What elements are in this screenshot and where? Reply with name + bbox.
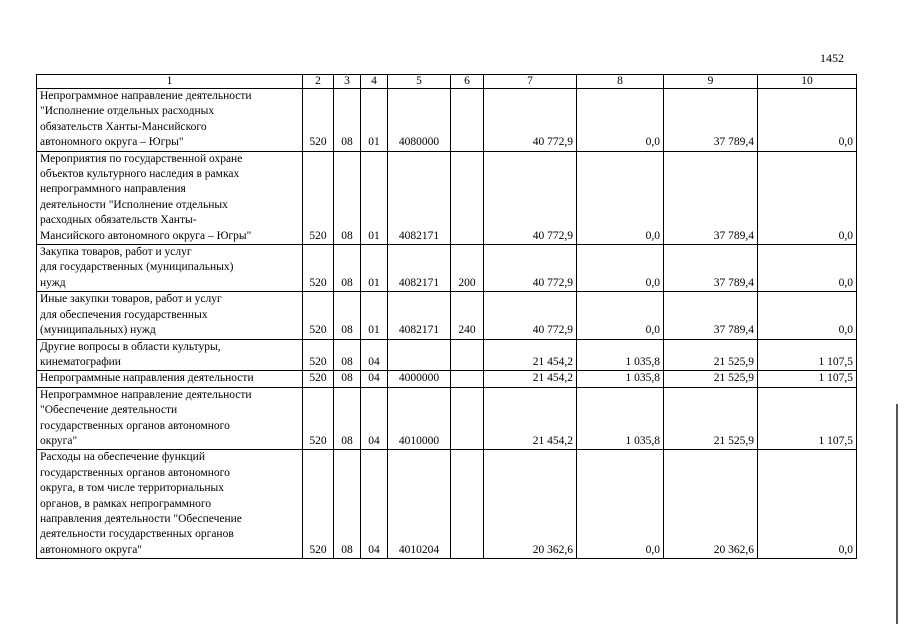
description-line: автономного округа": [40, 543, 142, 556]
cell-col-3: 08: [334, 151, 361, 244]
description-line: Мероприятия по государственной охране: [40, 152, 243, 165]
row-description: [37, 371, 303, 387]
cell-col-4: 04: [361, 339, 388, 371]
cell-col-7: 21 454,2: [484, 387, 577, 450]
cell-col-8: 0,0: [577, 151, 664, 244]
cell-col-5: [388, 339, 451, 371]
row-description: [37, 450, 303, 559]
cell-col-10: 0,0: [758, 292, 857, 339]
description-line: "Исполнение отдельных расходных: [40, 105, 215, 118]
table-row: [37, 371, 857, 387]
description-line: нужд: [40, 276, 66, 289]
cell-col-10: 0,0: [758, 450, 857, 559]
table-row: [37, 450, 857, 559]
cell-col-4: 04: [361, 371, 388, 387]
cell-col-5: 4082171: [388, 292, 451, 339]
header-cell: 3: [334, 75, 361, 89]
table-row: [37, 151, 857, 244]
cell-col-3: 08: [334, 371, 361, 387]
cell-col-6: [451, 387, 484, 450]
description-line: для государственных (муниципальных): [40, 261, 234, 274]
row-description: [37, 89, 303, 152]
cell-col-7: 21 454,2: [484, 339, 577, 371]
cell-col-6: [451, 151, 484, 244]
cell-col-8: 1 035,8: [577, 387, 664, 450]
cell-col-10: 0,0: [758, 245, 857, 292]
page-number: 1452: [820, 51, 844, 65]
description-line: государственных органов автономного: [40, 419, 230, 432]
row-description: [37, 245, 303, 292]
header-cell: 4: [361, 75, 388, 89]
cell-col-4: 01: [361, 89, 388, 152]
cell-col-6: [451, 371, 484, 387]
cell-col-2: 520: [303, 245, 334, 292]
description-line: органов, в рамках непрограммного: [40, 497, 212, 510]
header-cell: 8: [577, 75, 664, 89]
description-line: Другие вопросы в области культуры,: [40, 340, 221, 353]
description-line: (муниципальных) нужд: [40, 324, 156, 337]
cell-col-5: 4010204: [388, 450, 451, 559]
cell-col-10: 1 107,5: [758, 387, 857, 450]
cell-col-9: 37 789,4: [664, 89, 758, 152]
cell-col-10: 0,0: [758, 151, 857, 244]
cell-col-7: 40 772,9: [484, 292, 577, 339]
cell-col-5: 4082171: [388, 151, 451, 244]
cell-col-2: 520: [303, 371, 334, 387]
row-description: [37, 151, 303, 244]
cell-col-2: 520: [303, 339, 334, 371]
description-line: обязательств Ханты-Мансийского: [40, 120, 207, 133]
table-row: [37, 245, 857, 292]
cell-col-3: 08: [334, 89, 361, 152]
description-line: непрограммного направления: [40, 183, 186, 196]
header-cell: 5: [388, 75, 451, 89]
table-row: [37, 292, 857, 339]
cell-col-9: 37 789,4: [664, 245, 758, 292]
cell-col-2: 520: [303, 151, 334, 244]
cell-col-6: [451, 450, 484, 559]
cell-col-8: 0,0: [577, 292, 664, 339]
description-line: направления деятельности "Обеспечение: [40, 512, 242, 525]
cell-col-2: 520: [303, 387, 334, 450]
description-line: деятельности "Исполнение отдельных: [40, 198, 228, 211]
cell-col-7: 20 362,6: [484, 450, 577, 559]
cell-col-5: 4000000: [388, 371, 451, 387]
cell-col-5: 4010000: [388, 387, 451, 450]
cell-col-10: 1 107,5: [758, 339, 857, 371]
cell-col-9: 21 525,9: [664, 387, 758, 450]
cell-col-5: 4080000: [388, 89, 451, 152]
cell-col-10: 1 107,5: [758, 371, 857, 387]
table-row: [37, 387, 857, 450]
description-line: Расходы на обеспечение функций: [40, 451, 205, 464]
cell-col-3: 08: [334, 387, 361, 450]
description-line: Закупка товаров, работ и услуг: [40, 246, 192, 259]
cell-col-9: 21 525,9: [664, 339, 758, 371]
description-line: Непрограммное направление деятельности: [40, 388, 252, 401]
header-cell: 6: [451, 75, 484, 89]
description-line: Непрограммные направления деятельности: [40, 372, 254, 385]
cell-col-9: 20 362,6: [664, 450, 758, 559]
header-cell: 1: [37, 75, 303, 89]
cell-col-4: 01: [361, 245, 388, 292]
scan-edge-mark: [896, 404, 898, 624]
cell-col-6: 240: [451, 292, 484, 339]
cell-col-7: 40 772,9: [484, 89, 577, 152]
cell-col-7: 21 454,2: [484, 371, 577, 387]
cell-col-10: 0,0: [758, 89, 857, 152]
cell-col-4: 01: [361, 292, 388, 339]
description-line: автономного округа – Югры": [40, 136, 184, 149]
header-cell: 7: [484, 75, 577, 89]
cell-col-9: 37 789,4: [664, 292, 758, 339]
description-line: для обеспечения государственных: [40, 308, 208, 321]
cell-col-3: 08: [334, 450, 361, 559]
cell-col-5: 4082171: [388, 245, 451, 292]
cell-col-8: 0,0: [577, 89, 664, 152]
description-line: кинематографии: [40, 355, 121, 368]
description-line: Мансийского автономного округа – Югры": [40, 229, 252, 242]
description-line: округа, в том числе территориальных: [40, 482, 225, 495]
cell-col-3: 08: [334, 292, 361, 339]
cell-col-6: [451, 89, 484, 152]
header-row: [37, 75, 857, 89]
description-line: государственных органов автономного: [40, 466, 230, 479]
row-description: [37, 292, 303, 339]
cell-col-9: 21 525,9: [664, 371, 758, 387]
cell-col-3: 08: [334, 245, 361, 292]
description-line: округа": [40, 434, 78, 447]
table-row: [37, 339, 857, 371]
cell-col-4: 01: [361, 151, 388, 244]
description-line: деятельности государственных органов: [40, 528, 234, 541]
description-line: Иные закупки товаров, работ и услуг: [40, 293, 222, 306]
header-cell: 2: [303, 75, 334, 89]
row-description: [37, 387, 303, 450]
cell-col-4: 04: [361, 450, 388, 559]
table-row: [37, 89, 857, 152]
budget-table: [36, 74, 857, 559]
cell-col-4: 04: [361, 387, 388, 450]
cell-col-8: 1 035,8: [577, 339, 664, 371]
description-line: объектов культурного наследия в рамках: [40, 168, 240, 181]
cell-col-7: 40 772,9: [484, 151, 577, 244]
cell-col-7: 40 772,9: [484, 245, 577, 292]
cell-col-2: 520: [303, 450, 334, 559]
header-cell: 10: [758, 75, 857, 89]
cell-col-6: 200: [451, 245, 484, 292]
cell-col-8: 1 035,8: [577, 371, 664, 387]
cell-col-6: [451, 339, 484, 371]
description-line: Непрограммное направление деятельности: [40, 90, 252, 102]
description-line: "Обеспечение деятельности: [40, 404, 178, 417]
cell-col-2: 520: [303, 89, 334, 152]
cell-col-3: 08: [334, 339, 361, 371]
cell-col-2: 520: [303, 292, 334, 339]
row-description: [37, 339, 303, 371]
cell-col-8: 0,0: [577, 450, 664, 559]
cell-col-8: 0,0: [577, 245, 664, 292]
header-cell: 9: [664, 75, 758, 89]
cell-col-9: 37 789,4: [664, 151, 758, 244]
description-line: расходных обязательств Ханты-: [40, 214, 197, 227]
